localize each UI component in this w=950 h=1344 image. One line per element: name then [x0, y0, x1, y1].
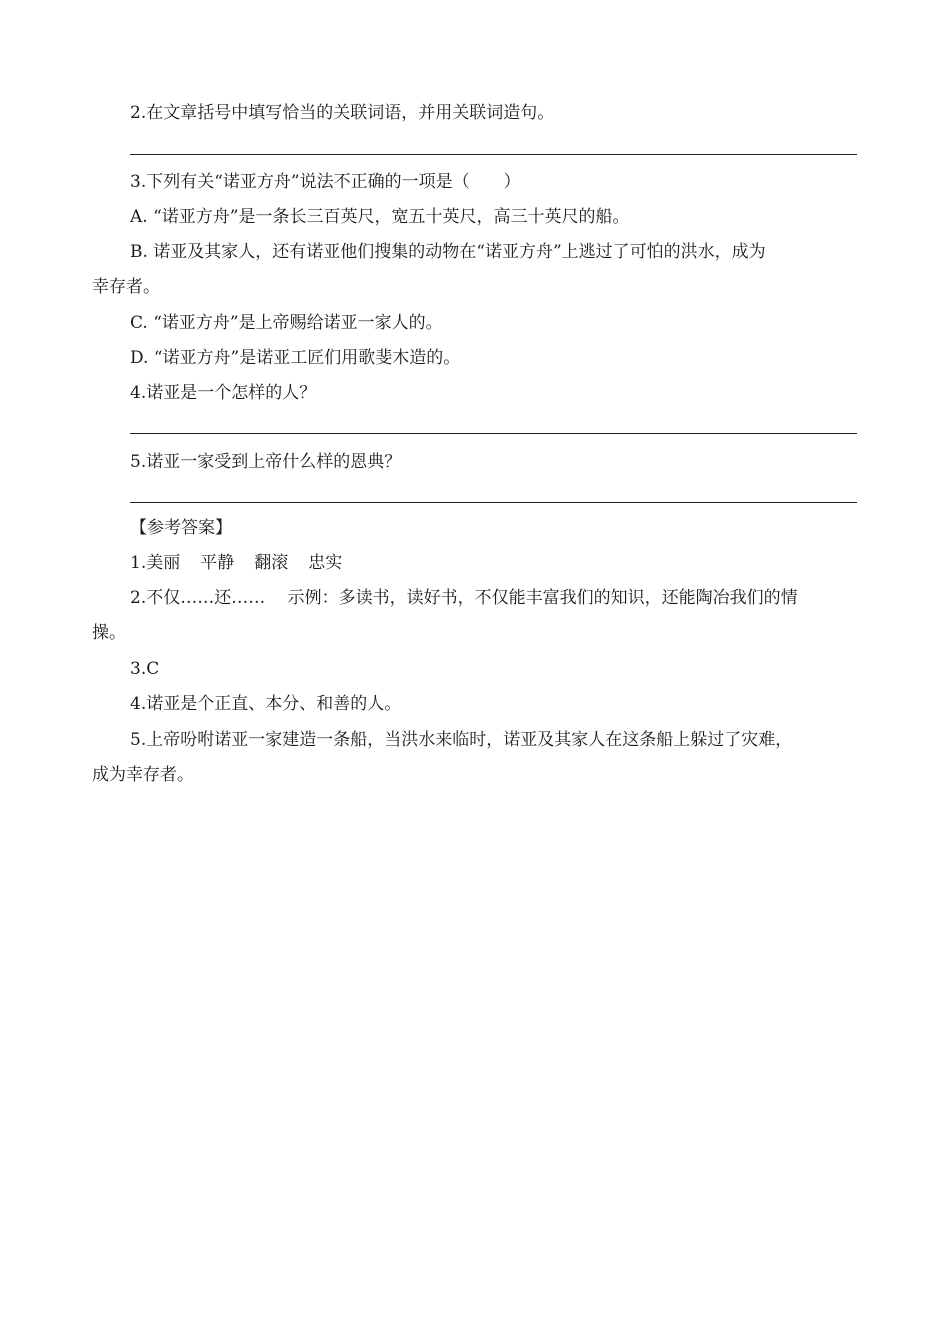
option-b-line1: B. 诺亚及其家人，还有诺亚他们搜集的动物在“诺亚方舟”上逃过了可怕的洪水，成为 [130, 242, 766, 262]
answer-line-q2 [130, 154, 857, 155]
answer-line-q5 [130, 502, 857, 503]
option-b-line2: 幸存者。 [92, 277, 160, 297]
question-4: 4.诺亚是一个怎样的人？ [130, 383, 317, 403]
answers-heading: 【参考答案】 [130, 518, 232, 538]
answer-5-line1: 5.上帝吩咐诺亚一家建造一条船，当洪水来临时，诺亚及其家人在这条船上躲过了灾难， [130, 730, 793, 750]
question-2: 2.在文章括号中填写恰当的关联词语，并用关联词造句。 [130, 103, 555, 123]
answer-1-word2: 平静 [200, 553, 235, 573]
answer-5-line2: 成为幸存者。 [92, 765, 194, 785]
answer-1-word4: 忠实 [308, 553, 343, 573]
answer-2-line2: 操。 [92, 623, 126, 643]
option-d: D. “诺亚方舟”是诺亚工匠们用歌斐木造的。 [130, 348, 461, 368]
option-a: A. “诺亚方舟”是一条长三百英尺，宽五十英尺，高三十英尺的船。 [130, 207, 630, 227]
answer-1-word1: 1.美丽 [130, 553, 181, 573]
answer-line-q4 [130, 433, 857, 434]
answer-1-word3: 翻滚 [254, 553, 289, 573]
answer-3: 3.C [130, 659, 160, 679]
question-3: 3.下列有关“诺亚方舟”说法不正确的一项是（ ） [130, 172, 521, 192]
answer-1 [130, 551, 342, 575]
option-c: C. “诺亚方舟”是上帝赐给诺亚一家人的。 [130, 313, 443, 333]
answer-4: 4.诺亚是个正直、本分、和善的人。 [130, 694, 402, 714]
answer-2-line1: 2.不仅……还…… 示例：多读书，读好书，不仅能丰富我们的知识，还能陶冶我们的情 [130, 588, 798, 608]
question-5: 5.诺亚一家受到上帝什么样的恩典？ [130, 452, 402, 472]
